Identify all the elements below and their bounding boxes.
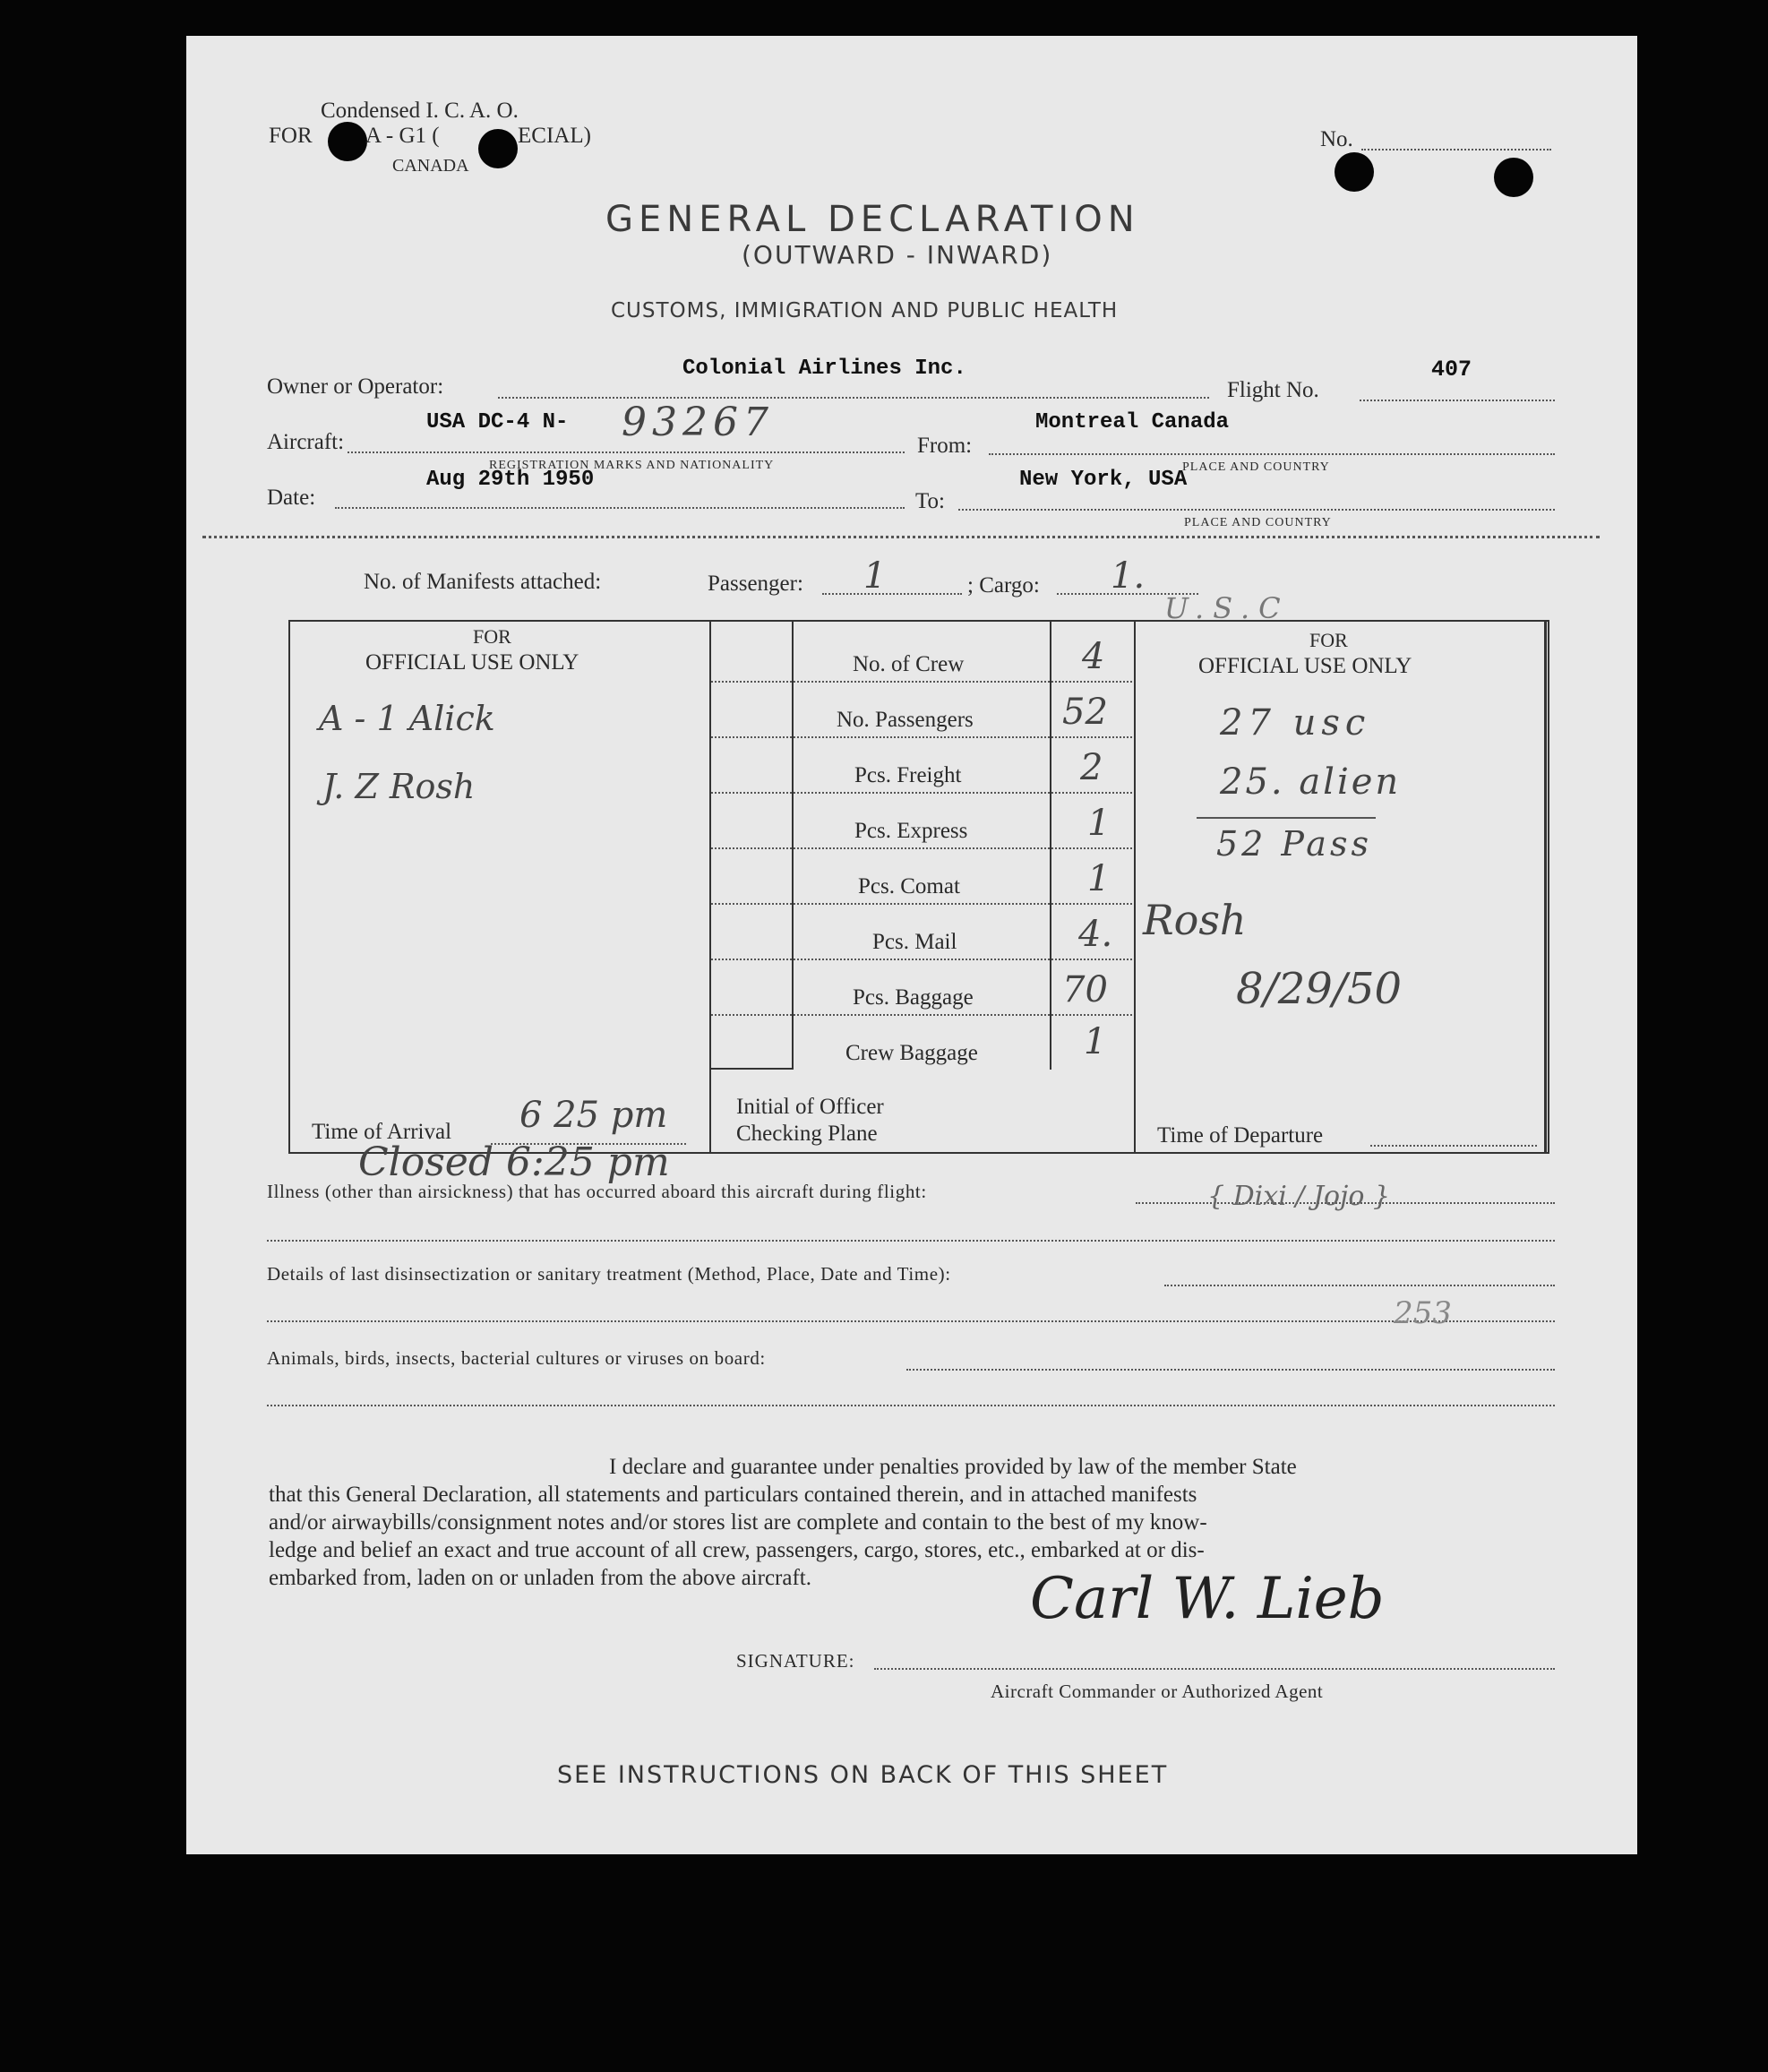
punch-hole: [478, 129, 518, 168]
manifests-passenger-label: Passenger:: [708, 572, 803, 596]
date-line: [335, 507, 905, 509]
box-divider: [792, 622, 794, 1070]
punch-hole: [328, 122, 367, 161]
closed-handwritten: Closed 6:25 pm: [358, 1139, 670, 1185]
left-official-label: OFFICIAL USE ONLY: [365, 650, 579, 675]
time-arrival-value: 6 25 pm: [519, 1095, 668, 1136]
page-title: GENERAL DECLARATION: [605, 199, 1140, 240]
flight-line: [1360, 400, 1555, 401]
right-official-hand-2: 25. alien: [1220, 761, 1402, 803]
box-row-line: [711, 1014, 1132, 1016]
disinsect-line: [1164, 1285, 1555, 1286]
punch-hole: [1335, 152, 1374, 192]
brace-handwritten: { Dixi / Jojo }: [1207, 1181, 1391, 1212]
operator-label: Owner or Operator:: [267, 374, 444, 399]
row-label-crew: No. of Crew: [853, 652, 965, 676]
to-value: New York, USA: [1019, 468, 1188, 492]
animals-line-2: [267, 1405, 1555, 1406]
row-value-crew-baggage: 1: [1084, 1021, 1107, 1062]
right-official-label: OFFICIAL USE ONLY: [1198, 654, 1412, 678]
manifests-cargo-value: 1.: [1111, 555, 1146, 597]
row-value-baggage: 70: [1062, 969, 1108, 1010]
initial-officer-label-2: Checking Plane: [736, 1122, 878, 1146]
date-label: Date:: [267, 486, 316, 510]
footer-instructions: SEE INSTRUCTIONS ON BACK OF THIS SHEET: [557, 1761, 1169, 1789]
from-label: From:: [917, 434, 973, 458]
number-handwritten: 253: [1394, 1295, 1452, 1331]
signature-caption: Aircraft Commander or Authorized Agent: [991, 1681, 1324, 1702]
row-label-mail: Pcs. Mail: [872, 930, 957, 954]
declaration-line-5: embarked from, laden on or unladen from the above aircraft.: [269, 1566, 811, 1590]
date-value: Aug 29th 1950: [426, 468, 595, 492]
left-official-for: FOR: [473, 625, 511, 648]
manifests-passenger-line: [822, 593, 962, 595]
right-official-hand-1: 27 usc: [1220, 702, 1371, 744]
right-official-for: FOR: [1309, 629, 1348, 651]
declaration-line-1: I declare and guarantee under penalties provided by law of the member State: [609, 1455, 1297, 1479]
flight-label: Flight No.: [1227, 378, 1319, 402]
form-id-right: ECIAL): [518, 124, 591, 148]
animals-line: [906, 1369, 1555, 1371]
box-row-line: [711, 681, 1132, 683]
right-official-hand-3: 52 Pass: [1216, 824, 1372, 864]
page-subheading: CUSTOMS, IMMIGRATION AND PUBLIC HEALTH: [611, 299, 1119, 322]
time-arrival-label: Time of Arrival: [312, 1120, 452, 1144]
place-caption-to: PLACE AND COUNTRY: [1184, 516, 1332, 529]
form-number-line: [1361, 149, 1551, 150]
manifests-label: No. of Manifests attached:: [364, 570, 602, 594]
to-label: To:: [915, 489, 945, 513]
manifests-passenger-value: 1: [863, 555, 887, 597]
aircraft-value: USA DC-4 N-: [426, 410, 569, 434]
aircraft-label: Aircraft:: [267, 430, 345, 454]
box-divider: [1544, 622, 1547, 1154]
row-value-passengers: 52: [1062, 692, 1108, 733]
operator-line: [498, 397, 1209, 399]
box-divider: [709, 622, 711, 1152]
row-label-express: Pcs. Express: [854, 819, 968, 843]
row-value-crew: 4: [1082, 636, 1105, 677]
box-row-line: [711, 736, 1132, 738]
row-value-mail: 4.: [1078, 914, 1113, 955]
left-official-hand-1: A - 1 Alick: [319, 699, 495, 738]
aircraft-line: [348, 451, 905, 453]
flight-value: 407: [1431, 357, 1472, 383]
aircraft-handwritten: 93267: [622, 400, 774, 445]
box-divider: [709, 1068, 792, 1070]
illness-line-2: [267, 1240, 1555, 1242]
box-row-line: [711, 847, 1132, 849]
box-row-line: [711, 903, 1132, 905]
declaration-line-4: ledge and belief an exact and true account of all crew, passengers, cargo, stores, etc., embarked at or dis-: [269, 1538, 1205, 1562]
row-label-baggage: Pcs. Baggage: [853, 985, 974, 1010]
form-id-left: FOR: [269, 124, 313, 148]
illness-label: Illness (other than airsickness) that has occurred aboard this aircraft during flight:: [267, 1181, 927, 1202]
form-id-mid: A - G1 (: [365, 124, 440, 148]
form-country: CANADA: [392, 156, 469, 176]
form-number-label: No.: [1320, 127, 1353, 151]
row-label-freight: Pcs. Freight: [854, 763, 962, 787]
operator-value: Colonial Airlines Inc.: [682, 357, 966, 381]
box-divider: [1134, 622, 1136, 1152]
row-value-freight: 2: [1080, 747, 1103, 788]
time-departure-line: [1370, 1145, 1537, 1147]
initial-officer-label-1: Initial of Officer: [736, 1095, 884, 1119]
signature-label: SIGNATURE:: [736, 1650, 855, 1672]
punch-hole: [1494, 158, 1533, 197]
box-divider: [1050, 622, 1051, 1070]
to-line: [958, 509, 1555, 511]
right-official-underline: [1197, 817, 1376, 819]
right-official-hand-5: 8/29/50: [1236, 964, 1403, 1014]
disinsect-label: Details of last disinsectization or sanitary treatment (Method, Place, Date and Time):: [267, 1263, 951, 1285]
place-caption-from: PLACE AND COUNTRY: [1182, 460, 1330, 474]
right-official-hand-top: U.S.C: [1164, 591, 1290, 625]
box-row-line: [711, 959, 1132, 960]
disinsect-line-2: [267, 1320, 1555, 1322]
time-departure-label: Time of Departure: [1157, 1123, 1324, 1148]
row-label-crew-baggage: Crew Baggage: [845, 1041, 978, 1065]
right-official-hand-4: Rosh: [1143, 896, 1247, 944]
from-line: [989, 453, 1555, 455]
row-label-passengers: No. Passengers: [837, 708, 974, 732]
registration-caption: REGISTRATION MARKS AND NATIONALITY: [489, 459, 775, 472]
signature-line: [874, 1668, 1555, 1670]
row-value-express: 1: [1087, 803, 1111, 844]
signature-handwritten: Carl W. Lieb: [1030, 1566, 1385, 1632]
box-row-line: [711, 792, 1132, 794]
manifests-cargo-label: ; Cargo:: [967, 573, 1040, 598]
animals-label: Animals, birds, insects, bacterial cultures or viruses on board:: [267, 1347, 766, 1369]
form-condensed: Condensed I. C. A. O.: [321, 99, 519, 123]
from-value: Montreal Canada: [1035, 410, 1230, 434]
left-official-hand-2: J. Z Rosh: [322, 767, 476, 806]
page-subtitle: (OUTWARD - INWARD): [742, 240, 1053, 270]
header-separator: [202, 536, 1600, 538]
row-label-comat: Pcs. Comat: [858, 874, 960, 898]
declaration-line-2: that this General Declaration, all statements and particulars contained therein, and in attached manifests: [269, 1483, 1197, 1507]
row-value-comat: 1: [1087, 858, 1111, 899]
declaration-line-3: and/or airwaybills/consignment notes and/or stores list are complete and contain to the best of my know-: [269, 1510, 1207, 1535]
